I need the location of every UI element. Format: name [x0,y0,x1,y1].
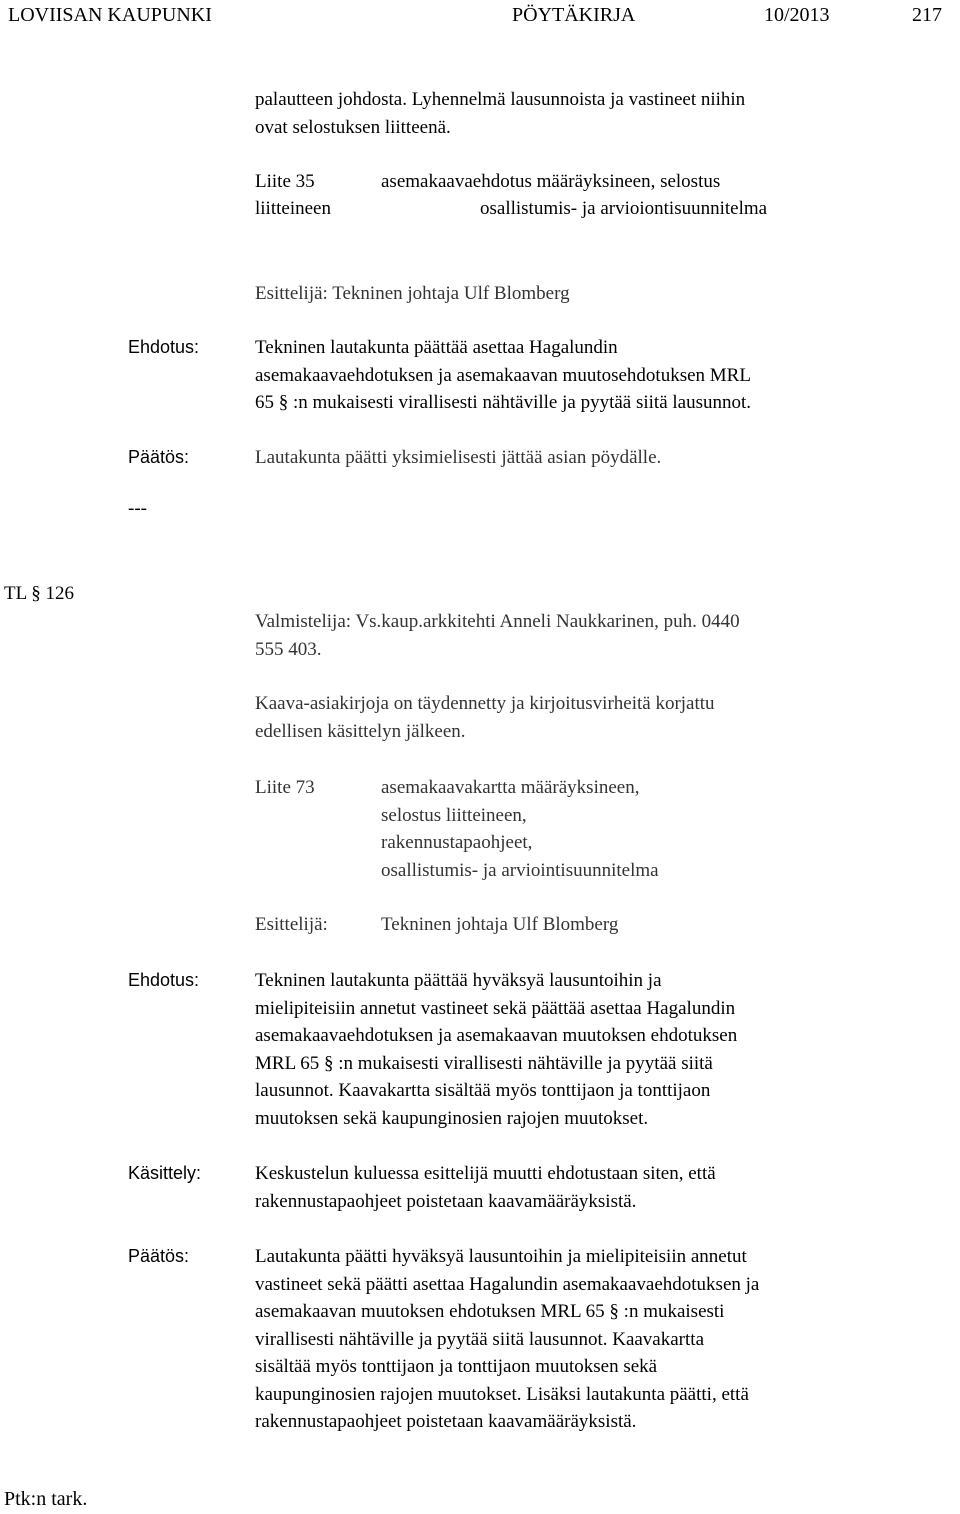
attachment-73-line: osallistumis- ja arviointisuunnitelma [381,859,659,881]
attachment-73-text [381,774,659,884]
proposal-text [255,334,751,417]
decision-2-text [255,1243,759,1436]
proposal-label: Ehdotus: [128,337,200,357]
attachment-35-label: Liite 35 [255,171,315,192]
intro-paragraph [255,86,745,141]
proposal-line: asemakaavaehdotuksen ja asemakaavan muutosehdotuksen MRL [255,364,751,386]
attachment-35-label-cont: liitteineen [255,198,331,219]
attachment-73-line: rakennustapaohjeet, [381,832,533,853]
decision-2-line: rakennustapaohjeet poistetaan kaavamääräyksistä. [255,1411,637,1432]
decision-2-line: sisältää myös tonttijaon ja tonttijaon muutoksen sekä [255,1356,658,1377]
handling-line: Keskustelun kuluessa esittelijä muutti ehdotustaan siten, että [255,1163,716,1184]
decision-2-line: Lautakunta päätti hyväksyä lausuntoihin ja mielipiteisiin annetut [255,1246,747,1267]
proposal-line: 65 § :n mukaisesti virallisesti nähtäville ja pyytää siitä lausunnot. [255,392,752,413]
preparer-line: Valmistelija: Vs.kaup.arkkitehti Anneli Naukkarinen, puh. 0440 [255,611,740,632]
presenter-2-text: Tekninen johtaja Ulf Blomberg [381,914,619,935]
handling-line: rakennustapaohjeet poistetaan kaavamääräyksistä. [255,1190,637,1212]
decision-text: Lautakunta päätti yksimielisesti jättää asian pöydälle. [255,447,662,468]
supplement-text [255,690,715,745]
presenter-2-label: Esittelijä: [255,914,328,935]
decision-2-line: asemakaavan muutoksen ehdotuksen MRL 65 § :n mukaisesti [255,1301,725,1322]
attachment-35-text: asemakaavaehdotus määräyksineen, selostus [381,171,721,192]
decision-2-label: Päätös: [128,1246,190,1266]
attachment-73-line: selostus liitteineen, [381,804,527,826]
preparer-line: 555 403. [255,638,322,660]
handling-text [255,1160,716,1215]
decision-label: Päätös: [128,447,190,467]
decision-2-line: kaupunginosien rajojen muutokset. Lisäksi lautakunta päätti, että [255,1383,749,1405]
handling-label: Käsittely: [128,1163,202,1183]
proposal-2-label: Ehdotus: [128,970,200,990]
proposal-2-line: mielipiteisiin annetut vastineet sekä päättää asettaa Hagalundin [255,997,736,1019]
proposal-line: Tekninen lautakunta päättää asettaa Hagalundin [255,337,618,358]
proposal-2-line: Tekninen lautakunta päättää hyväksyä lausuntoihin ja [255,970,662,991]
proposal-2-text [255,967,737,1132]
decision-2-line: virallisesti nähtäville ja pyytää siitä lausunnot. Kaavakartta [255,1328,704,1350]
attachment-73-line: asemakaavakartta määräyksineen, [381,777,640,798]
decision-2-line: vastineet sekä päätti asettaa Hagalundin asemakaavaehdotuksen ja [255,1273,760,1295]
attachment-35-text-cont: osallistumis- ja arvioiontisuunnitelma [480,198,768,219]
preparer-text [255,608,740,663]
section-code: TL § 126 [4,583,75,604]
header-doc-type: PÖYTÄKIRJA [512,4,636,26]
supplement-line: Kaava-asiakirjoja on täydennetty ja kirjoitusvirheitä korjattu [255,693,715,714]
proposal-2-line: muutoksen sekä kaupunginosien rajojen muutokset. [255,1107,649,1129]
attachment-73-label: Liite 73 [255,777,315,798]
header-org: LOVIISAN KAUPUNKI [8,4,212,26]
proposal-2-line: MRL 65 § :n mukaisesti virallisesti nähtäville ja pyytää siitä [255,1052,713,1074]
proposal-2-line: asemakaavaehdotuksen ja asemakaavan muutoksen ehdotuksen [255,1025,738,1046]
supplement-line: edellisen käsittelyn jälkeen. [255,720,466,742]
intro-line: ovat selostuksen liitteenä. [255,116,451,138]
proposal-2-line: lausunnot. Kaavakartta sisältää myös tonttijaon ja tonttijaon [255,1080,711,1101]
header-issue: 10/2013 [764,4,830,26]
section-separator: --- [128,498,147,519]
presenter-line: Esittelijä: Tekninen johtaja Ulf Blomberg [255,283,570,304]
intro-line: palautteen johdosta. Lyhennelmä lausunnoista ja vastineet niihin [255,89,746,110]
header-page-number: 217 [912,4,942,26]
footer-checkers: Ptk:n tark. [4,1488,88,1510]
